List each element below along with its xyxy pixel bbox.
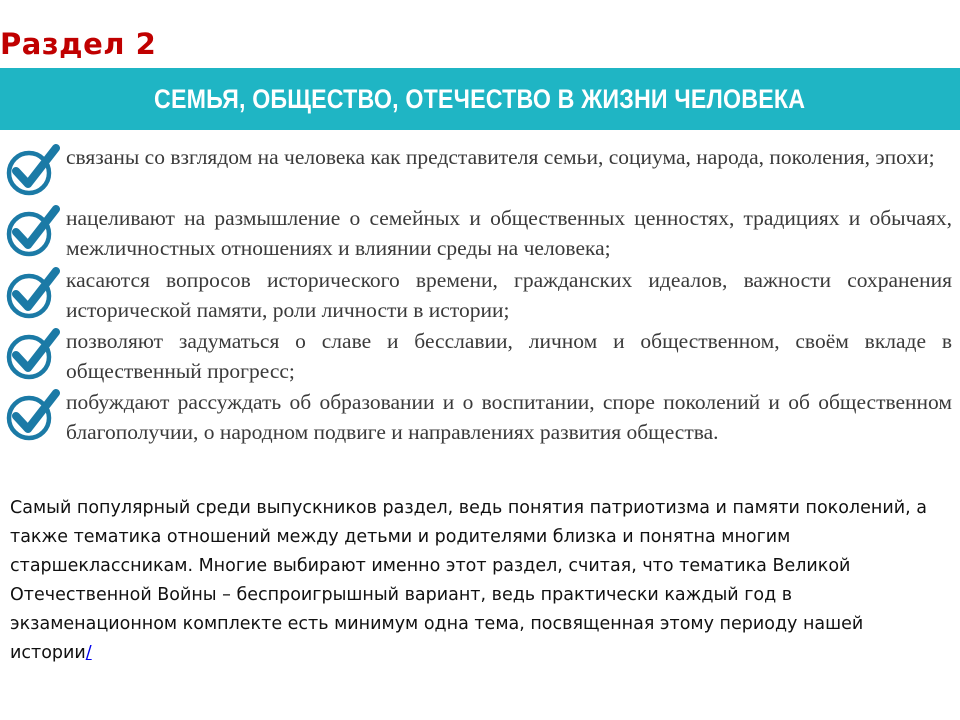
title-banner [0,68,960,130]
checkmark-circle-icon [4,142,60,198]
description-text: Самый популярный среди выпускников раздел, ведь понятия патриотизма и памяти поколений, а также тематика отношений между детьми и родителями близка и понятна многим старшеклассникам. Многие выбирают именно этот раздел, считая, что тематика Великой Отечественной Войны – беспроигрышный вариант, ведь практически каждый год в экзаменационном комплекте есть минимум одна тема, посвященная этому периоду нашей истории [10,498,927,663]
checkmark-circle-icon [4,203,60,259]
bullet-text: нацеливают на размышление о семейных и общественных ценностях, традициях и обычаях, межличностных отношениях и влиянии среды на человека; [66,206,952,260]
bullet-text: побуждают рассуждать об образовании и о воспитании, споре поколений и об общественном благополучии, о народном подвиге и направлениях развития общества. [66,390,952,444]
bullet-text: позволяют задуматься о славе и бесславии, личном и общественном, своём вкладе в общественный прогресс; [66,329,952,383]
banner-title: СЕМЬЯ, ОБЩЕСТВО, ОТЕЧЕСТВО В ЖИЗНИ ЧЕЛОВЕКА [154,83,806,114]
section-label: Раздел 2 [0,27,157,61]
checkmark-circle-icon [4,326,60,382]
description-paragraph [10,494,930,668]
checkmark-circle-icon [4,387,60,443]
bullet-list [0,138,960,478]
description-link[interactable]: / [85,643,92,663]
bullet-text: связаны со взглядом на человека как представителя семьи, социума, народа, поколения, эпохи; [66,145,935,169]
checkmark-circle-icon [4,265,60,321]
bullet-text: касаются вопросов исторического времени, гражданских идеалов, важности сохранения исторической памяти, роли личности в истории; [66,268,952,322]
